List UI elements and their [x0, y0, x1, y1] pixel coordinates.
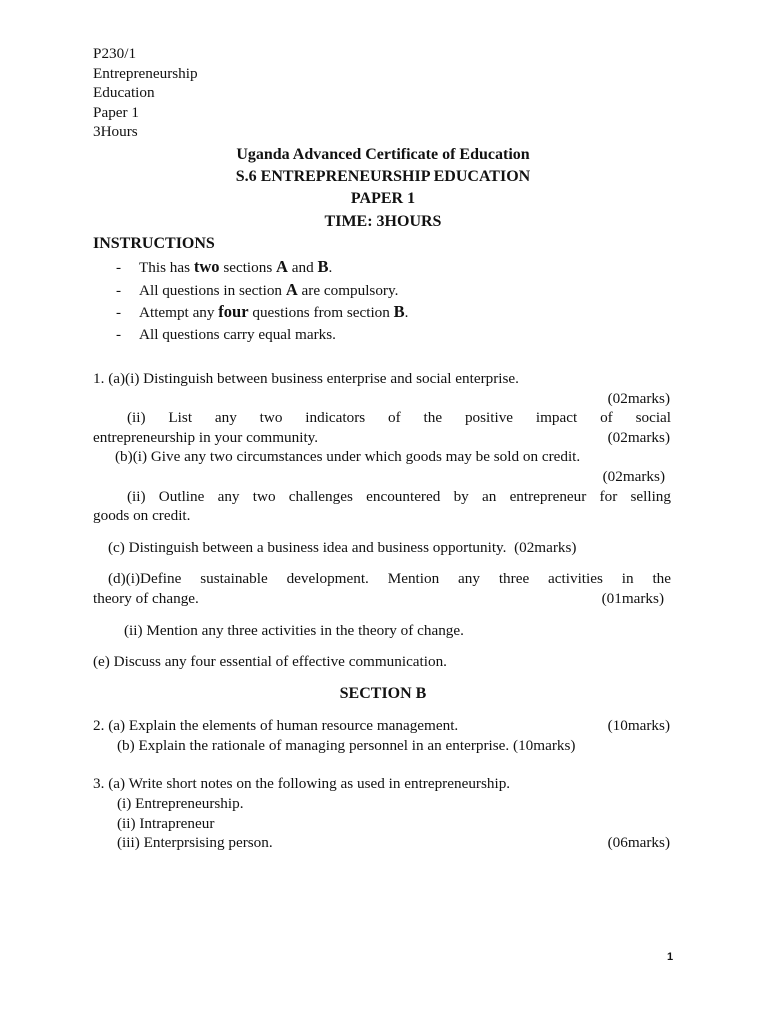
q1-e: (e) Discuss any four essential of effective communication.	[93, 653, 447, 670]
q1-d-ii: (ii) Mention any three activities in the theory of change.	[124, 622, 464, 639]
q1-a-i: 1. (a)(i) Distinguish between business enterprise and social enterprise.	[93, 370, 519, 387]
q2-b-marks: (10marks)	[513, 737, 576, 754]
subject-line-2: Education	[93, 84, 155, 101]
q1-b-i: (b)(i) Give any two circumstances under which goods may be sold on credit.	[115, 448, 581, 465]
instruction-item: - All questions carry equal marks.	[116, 326, 336, 343]
q1-a-ii-marks: (02marks)	[607, 429, 670, 446]
q3-a: 3. (a) Write short notes on the following as used in entrepreneurship.	[93, 775, 511, 792]
q1-b-ii-line1: (ii) Outline any two challenges encountered by an entrepreneur for selling	[127, 488, 671, 505]
instruction-item: - All questions in section A are compulsory.	[116, 280, 399, 299]
exam-board-title: Uganda Advanced Certificate of Education	[236, 146, 530, 163]
q1-b-ii-line2: goods on credit.	[93, 507, 191, 524]
q3-i: (i) Entrepreneurship.	[117, 795, 244, 812]
q2-b: (b) Explain the rationale of managing personnel in an enterprise. (10marks)	[117, 737, 576, 754]
page-number: 1	[667, 951, 674, 963]
q1-b-i-marks: (02marks)	[602, 468, 665, 485]
exam-time-title: TIME: 3HOURS	[324, 213, 442, 230]
q1-a-ii-line1: (ii) List any two indicators of the positive impact of social	[127, 409, 671, 426]
q1-d-i-line2: theory of change.	[93, 590, 199, 607]
bullet-dash: -	[116, 259, 122, 276]
duration: 3Hours	[93, 123, 138, 140]
exam-subject-title: S.6 ENTREPRENEURSHIP EDUCATION	[235, 168, 531, 185]
paper-number: Paper 1	[93, 104, 139, 121]
paper-code: P230/1	[93, 45, 137, 62]
q1-c-marks: (02marks)	[514, 539, 577, 556]
instructions-heading: INSTRUCTIONS	[93, 235, 215, 252]
bullet-dash: -	[116, 304, 122, 321]
q1-d-i-marks: (01marks)	[601, 590, 664, 607]
subject-line-1: Entrepreneurship	[93, 65, 198, 82]
q1-d-i-line1: (d)(i)Define sustainable development. Mention any three activities in the	[108, 570, 671, 587]
q1-a-i-marks: (02marks)	[607, 390, 670, 407]
instruction-item: - This has two sections A and B.	[116, 257, 333, 276]
q3-ii: (ii) Intrapreneur	[117, 815, 215, 832]
bullet-dash: -	[116, 326, 122, 343]
q3-marks: (06marks)	[607, 834, 670, 851]
q1-a-ii-line2: entrepreneurship in your community.	[93, 429, 319, 446]
exam-paper-title: PAPER 1	[350, 190, 416, 207]
q1-c: (c) Distinguish between a business idea and business opportunity. (02marks)	[108, 539, 577, 556]
q3-iii: (iii) Enterprsising person.	[117, 834, 273, 851]
q2-a-marks: (10marks)	[607, 717, 670, 734]
q2-a: 2. (a) Explain the elements of human resource management.	[93, 717, 459, 734]
bullet-dash: -	[116, 282, 122, 299]
section-b-heading: SECTION B	[339, 685, 427, 702]
instruction-item: - Attempt any four questions from section B.	[116, 302, 409, 321]
